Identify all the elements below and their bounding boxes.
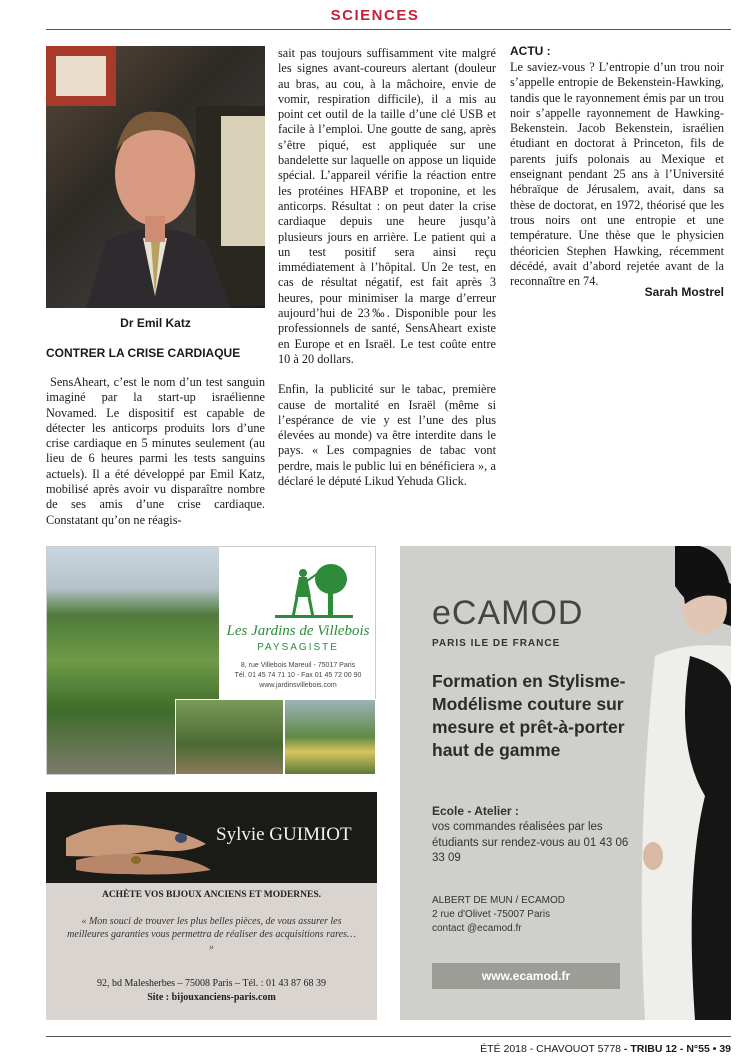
page-footer (480, 1043, 731, 1055)
sylvie-address: 92, bd Malesherbes – 75008 Paris – Tél. : 01 43 87 68 39 (97, 978, 326, 989)
article-column-1 (46, 375, 265, 528)
sylvie-name: Sylvie GUIMIOT (216, 824, 352, 845)
sylvie-quote: « Mon souci de trouver les plus belles pièces, de vous assurer les meilleures garanties vous permettra de réaliser des acquisitions rares… » (67, 916, 356, 953)
actu-title: ACTU : (510, 44, 551, 58)
jardins-address: 8, rue Villebois Mareuil - 75017 Paris (240, 662, 356, 669)
jardins-phone: Tél. 01 45 74 71 10 - Fax 01 45 72 00 90 (234, 672, 362, 679)
ecamod-section: Ecole - Atelier : (432, 804, 519, 818)
footer-divider (46, 1036, 731, 1037)
jardins-web: www.jardinsvillebois.com (259, 682, 337, 689)
ad-jardins-villebois (46, 546, 376, 775)
footer-issue: ÉTÉ 2018 - CHAVOUOT 5778 (480, 1043, 621, 1055)
ecamod-address (432, 894, 632, 936)
article-column-2 (278, 46, 496, 489)
ecamod-address-line: 2 rue d'Olivet -75007 Paris (432, 909, 551, 920)
ecamod-email: contact @ecamod.fr (432, 923, 522, 934)
ecamod-logo-subtitle: PARIS ILE DE FRANCE (432, 638, 561, 649)
footer-publication: - TRIBU 12 - N°55 • 39 (623, 1043, 731, 1055)
ecamod-logo: eCAMOD (432, 594, 584, 632)
photo-caption: Dr Emil Katz (120, 316, 191, 330)
ecamod-url: www.ecamod.fr (481, 969, 571, 983)
ad-sylvie-guimiot (46, 792, 377, 1020)
jardins-subtitle: PAYSAGISTE (257, 642, 339, 653)
gardener-tree-icon (269, 561, 359, 626)
article-title: CONTRER LA CRISE CARDIAQUE (46, 346, 241, 360)
garden-photo (284, 699, 376, 775)
ad-banner (46, 792, 377, 883)
ecamod-body: vos commandes réalisées par les étudiants sur rendez-vous au 01 43 06 33 09 (432, 821, 629, 864)
article-paragraph: Enfin, la publicité sur le tabac, première cause de mortalité en Israël (même si l’espérance de vie y est l’une des plus élevées au monde) va être interdite dans le pays. « Les compagnies de tabac vont perdre, mais le public lui en bénéficiera », a déclaré le député Likud Yehuda Glick. (278, 382, 496, 489)
jardins-name: Les Jardins de Villebois (226, 623, 370, 639)
ecamod-address-line: ALBERT DE MUN / ECAMOD (432, 895, 565, 906)
sylvie-site: Site : bijouxanciens-paris.com (147, 992, 276, 1003)
article-paragraph: SensAheart, c’est le nom d’un test sanguin imaginé par la start-up israélienne Novamed. Le dispositif est capable de détecter les anticorps produits lors d’une crise cardiaque en 5 minutes seulement (au lieu de 6 heures parmi les tests sanguins actuels). Il a été développé par Emil Katz, mobilisé après avoir vu disparaître nombre de ses amis d’une crise cardiaque. Constatant qu’on ne réagis- (46, 375, 265, 527)
sylvie-lead: ACHÈTE VOS BIJOUX ANCIENS ET MODERNES. (101, 890, 322, 900)
actu-paragraph: Le saviez-vous ? L’entropie d’un trou noir s’appelle entropie de Bekenstein-Hawking, tandis que le rayonnement émis par un trou noir s’appelle rayonnement de Hawking-Bekenstein. Jacob Bekenstein, israélien étudiant en doctorat à Princeton, fils de parents juifs polonais au Mexique et enseignant pendant 25 ans à l’Université hébraïque de Jérusalem, avait, dans sa thèse de doctorat, en 1972, théorisé que les trous noirs ont une entropie et une température. Une thèse que le physicien théoricien Stephen Hawking, récemment décédé, avait d’abord rejetée avant de la reconnaître en 74. (510, 60, 724, 289)
ecamod-headline: Formation en Stylisme-Modélisme couture sur mesure et prêt-à-porter haut de gamme (432, 671, 626, 760)
jardins-contact (223, 661, 373, 691)
hands-jewelry-icon (66, 798, 216, 878)
garden-photo (175, 699, 284, 775)
header-divider (46, 29, 731, 30)
author-byline: Sarah Mostrel (644, 285, 724, 299)
fashion-model-image (635, 546, 731, 1020)
ad-ecamod (400, 546, 731, 1020)
actu-column (510, 60, 724, 289)
portrait-photo (46, 46, 265, 308)
article-paragraph: sait pas toujours suffisamment vite malgré les signes avant-coureurs alertant (douleur au bras, au cou, à la mâchoire, envie de vomir, respiration difficile), il a mis au point cet outil de la taille d’une clé USB et facile à l’emploi. Une goutte de sang, après s’être piqué, est appliquée sur une bandelette sur laquelle on appose un liquide spécial. L’appareil vérifie la réaction entre les protéines HFABP et troponine, et les anticorps. Résultat : on peut dater la crise cardiaque depuis une heure jusqu’à plusieurs jours en arrière. Le patient qui a un test positif sera ainsi reçu immédiatement à l’hôpital. Un 2e test, en cas de résultat négatif, est fait après 3 heures, pour minimiser la marge d’erreur aujourd’hui de 23‰. Disponible pour les professionnels de santé, SensAheart existe en Europe et en Israël. Le test coûte entre 10 à 20 dollars. (278, 46, 496, 366)
section-title: SCIENCES (330, 7, 420, 24)
